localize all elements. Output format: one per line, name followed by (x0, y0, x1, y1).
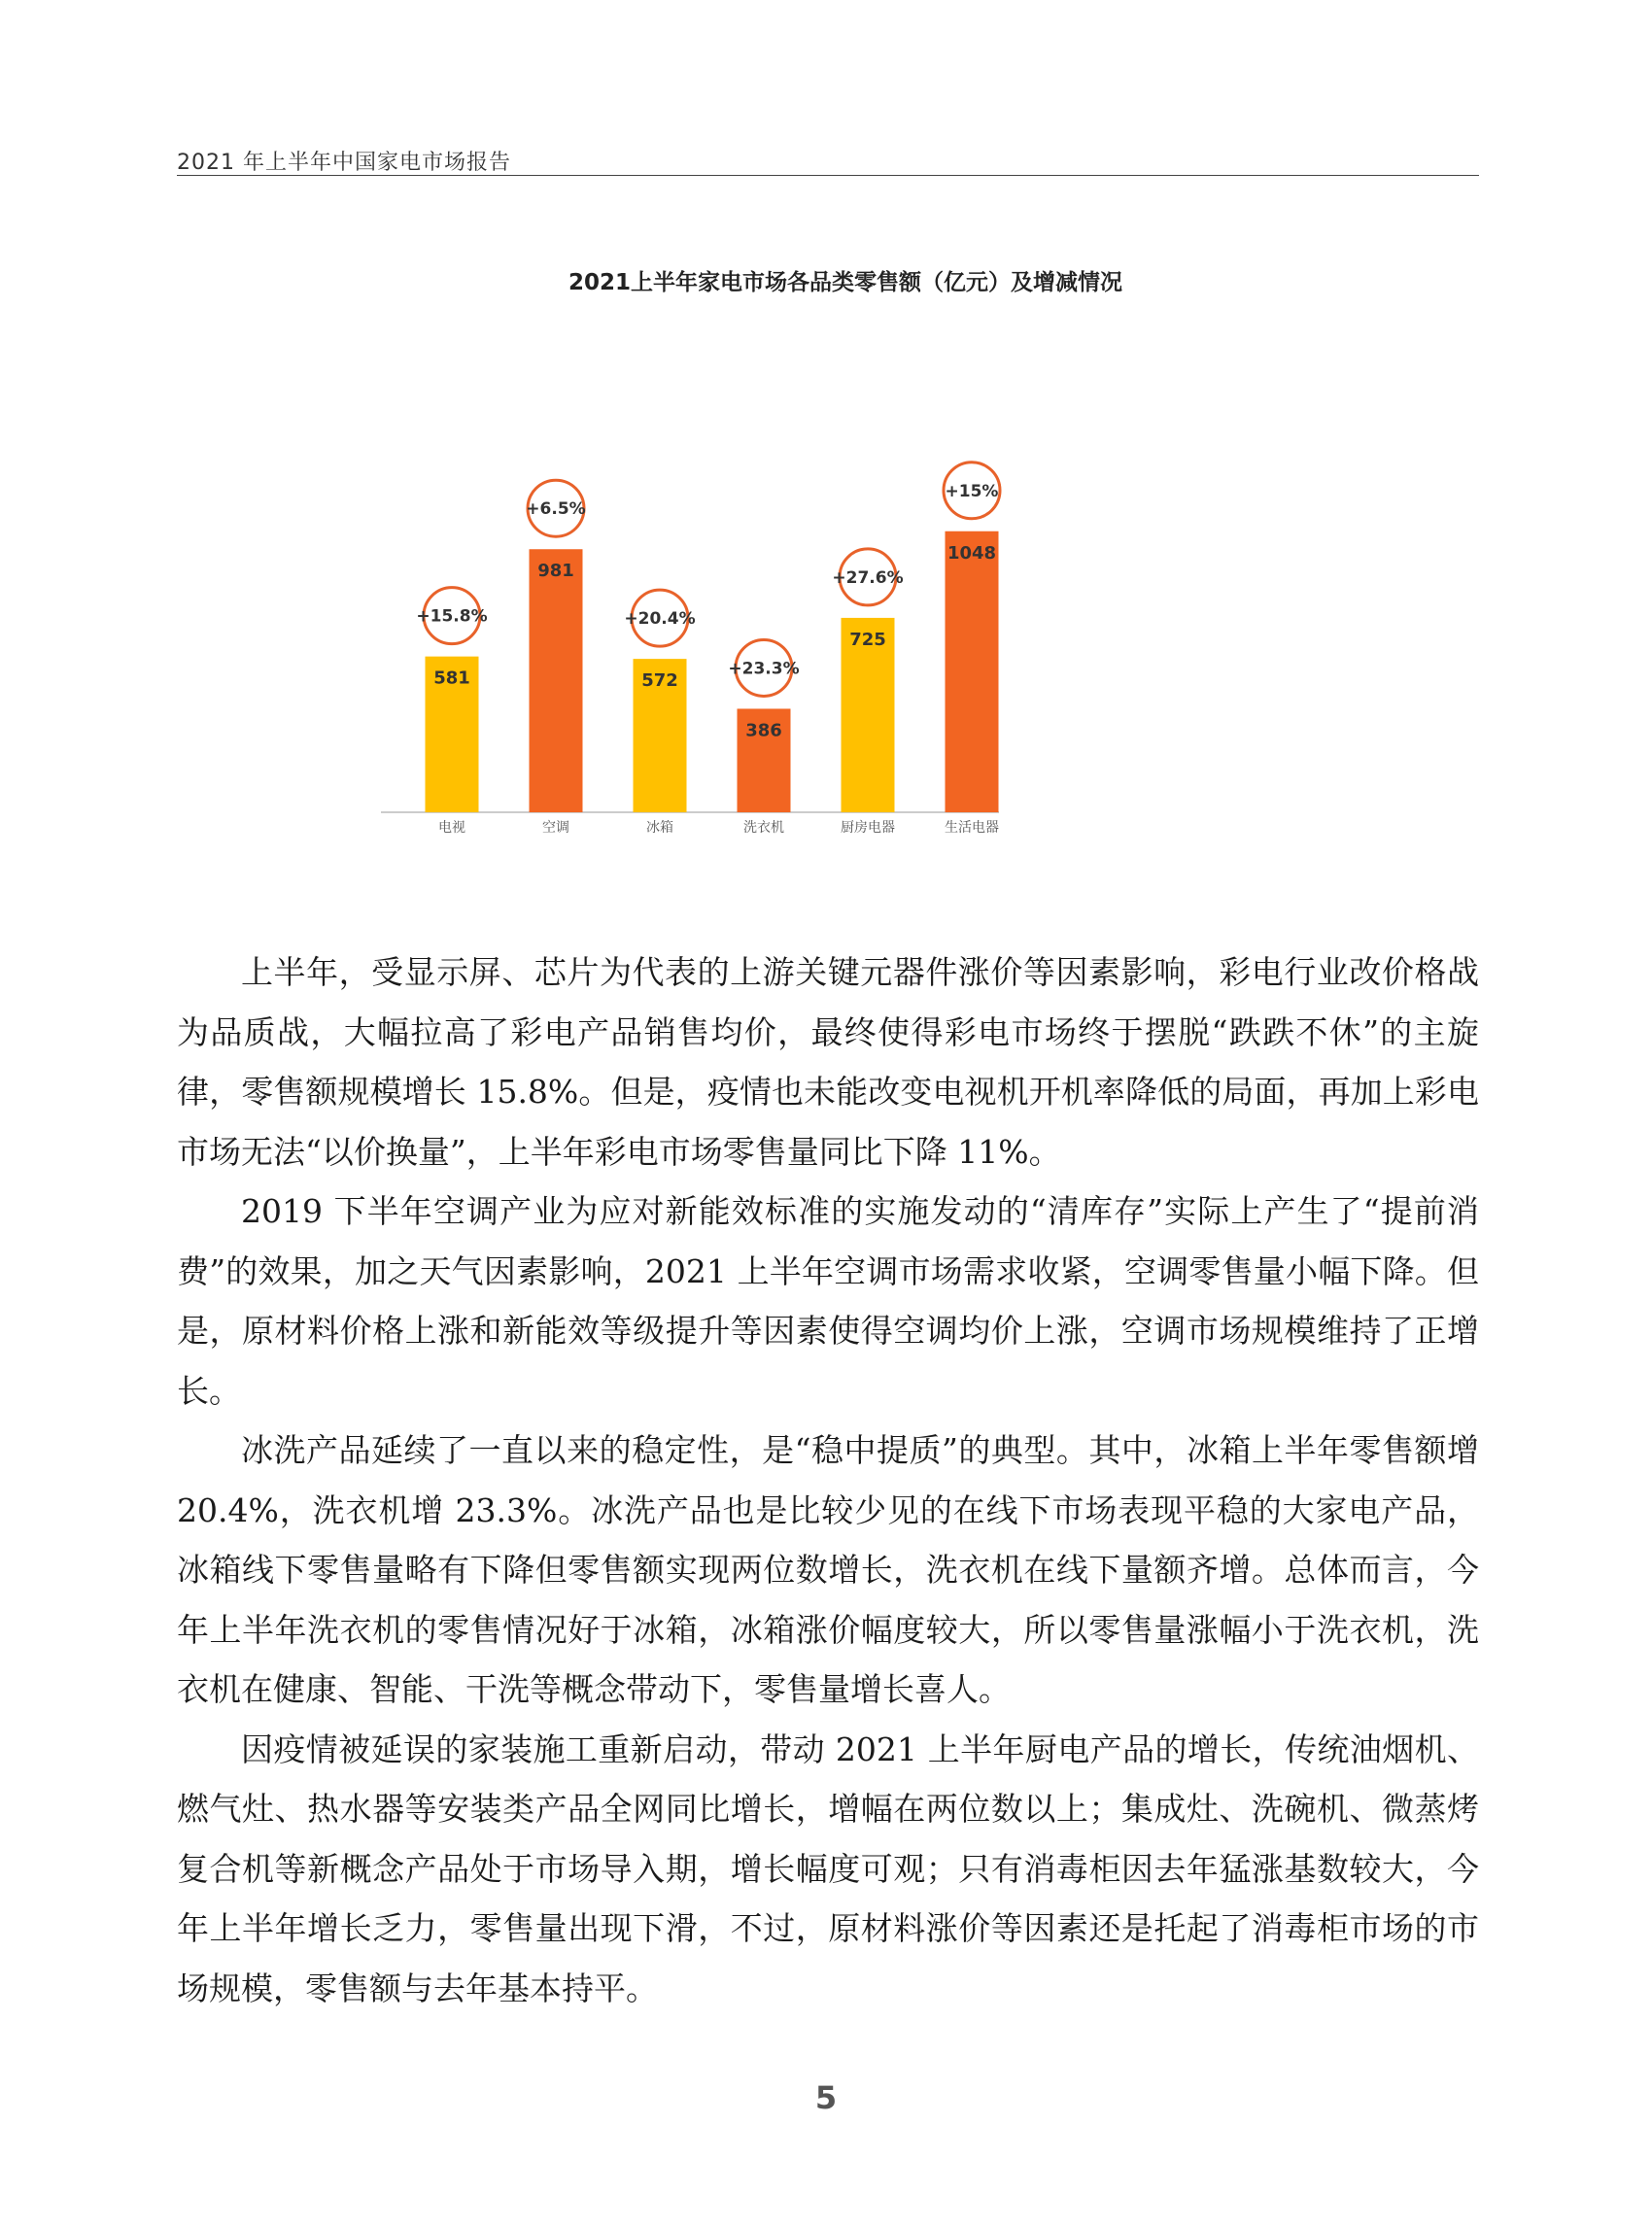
paragraph-tv: 上半年，受显示屏、芯片为代表的上游关键元器件涨价等因素影响，彩电行业改价格战为品质战，大幅拉高了彩电产品销售均价，最终使得彩电市场终于摆脱“跌跌不休”的主旋律，零售额规模增长 15.8%。但是，疫情也未能改变电视机开机率降低的局面，再加上彩电市场无法“以价换量”，上半年彩电市场零售量同比下降 11%。 (177, 953, 1479, 1171)
bar-value-label: 981 (537, 561, 574, 582)
category-label: 空调 (542, 820, 569, 836)
category-label: 电视 (438, 820, 465, 836)
growth-label: +6.5% (526, 499, 586, 520)
paragraph-kitchen: 因疫情被延误的家装施工重新启动，带动 2021 上半年厨电产品的增长，传统油烟机、燃气灶、热水器等安装类产品全网同比增长，增幅在两位数以上；集成灶、洗碗机、微蒸烤复合机等新概念产品处于市场导入期，增长幅度可观；只有消毒柜因去年猛涨基数较大，今年上半年增长乏力，零售量出现下滑，不过，原材料涨价等因素还是托起了消毒柜市场的市场规模，零售额与去年基本持平。 (177, 1729, 1479, 2007)
category-label: 洗衣机 (743, 820, 784, 836)
paragraph-fridge-washer: 冰洗产品延续了一直以来的稳定性，是“稳中提质”的典型。其中，冰箱上半年零售额增 20.4%，洗衣机增 23.3%。冰洗产品也是比较少见的在线下市场表现平稳的大家电产品，冰箱线下零售量略有下降但零售额实现两位数增长，洗衣机在线下量额齐增。总体而言，今年上半年洗衣机的零售情况好于冰箱，冰箱涨价幅度较大，所以零售量涨幅小于洗衣机，洗衣机在健康、智能、干洗等概念带动下，零售量增长喜人。 (177, 1431, 1479, 1708)
category-label: 冰箱 (646, 820, 673, 836)
growth-label: +15.8% (416, 606, 488, 627)
chart-svg (369, 253, 1322, 855)
chart-title: 2021上半年家电市场各品类零售额（亿元）及增减情况 (568, 270, 1122, 295)
body-text (177, 942, 1479, 2018)
paragraph-aircon: 2019 下半年空调产业为应对新能效标准的实施发动的“清库存”实际上产生了“提前消费”的效果，加之天气因素影响，2021 上半年空调市场需求收紧，空调零售量小幅下降。但是，原材料价格上涨和新能效等级提升等因素使得空调均价上涨，空调市场规模维持了正增长。 (177, 1192, 1479, 1410)
bar (946, 531, 999, 812)
category-label: 生活电器 (945, 820, 999, 836)
bar-value-label: 572 (641, 670, 678, 692)
bar-value-label: 725 (849, 629, 886, 650)
running-header: 2021 年上半年中国家电市场报告 (177, 151, 511, 175)
growth-label: +27.6% (832, 567, 904, 588)
header-divider (177, 175, 1479, 176)
bar-value-label: 581 (433, 668, 470, 689)
page-number: 5 (814, 2079, 838, 2116)
growth-label: +15% (945, 481, 999, 501)
growth-label: +20.4% (624, 609, 696, 630)
growth-label: +23.3% (728, 659, 800, 679)
bar-chart (369, 253, 1322, 855)
bar-value-label: 386 (745, 720, 782, 741)
category-label: 厨房电器 (841, 820, 895, 836)
bar-value-label: 1048 (946, 542, 997, 564)
bar (530, 549, 583, 812)
